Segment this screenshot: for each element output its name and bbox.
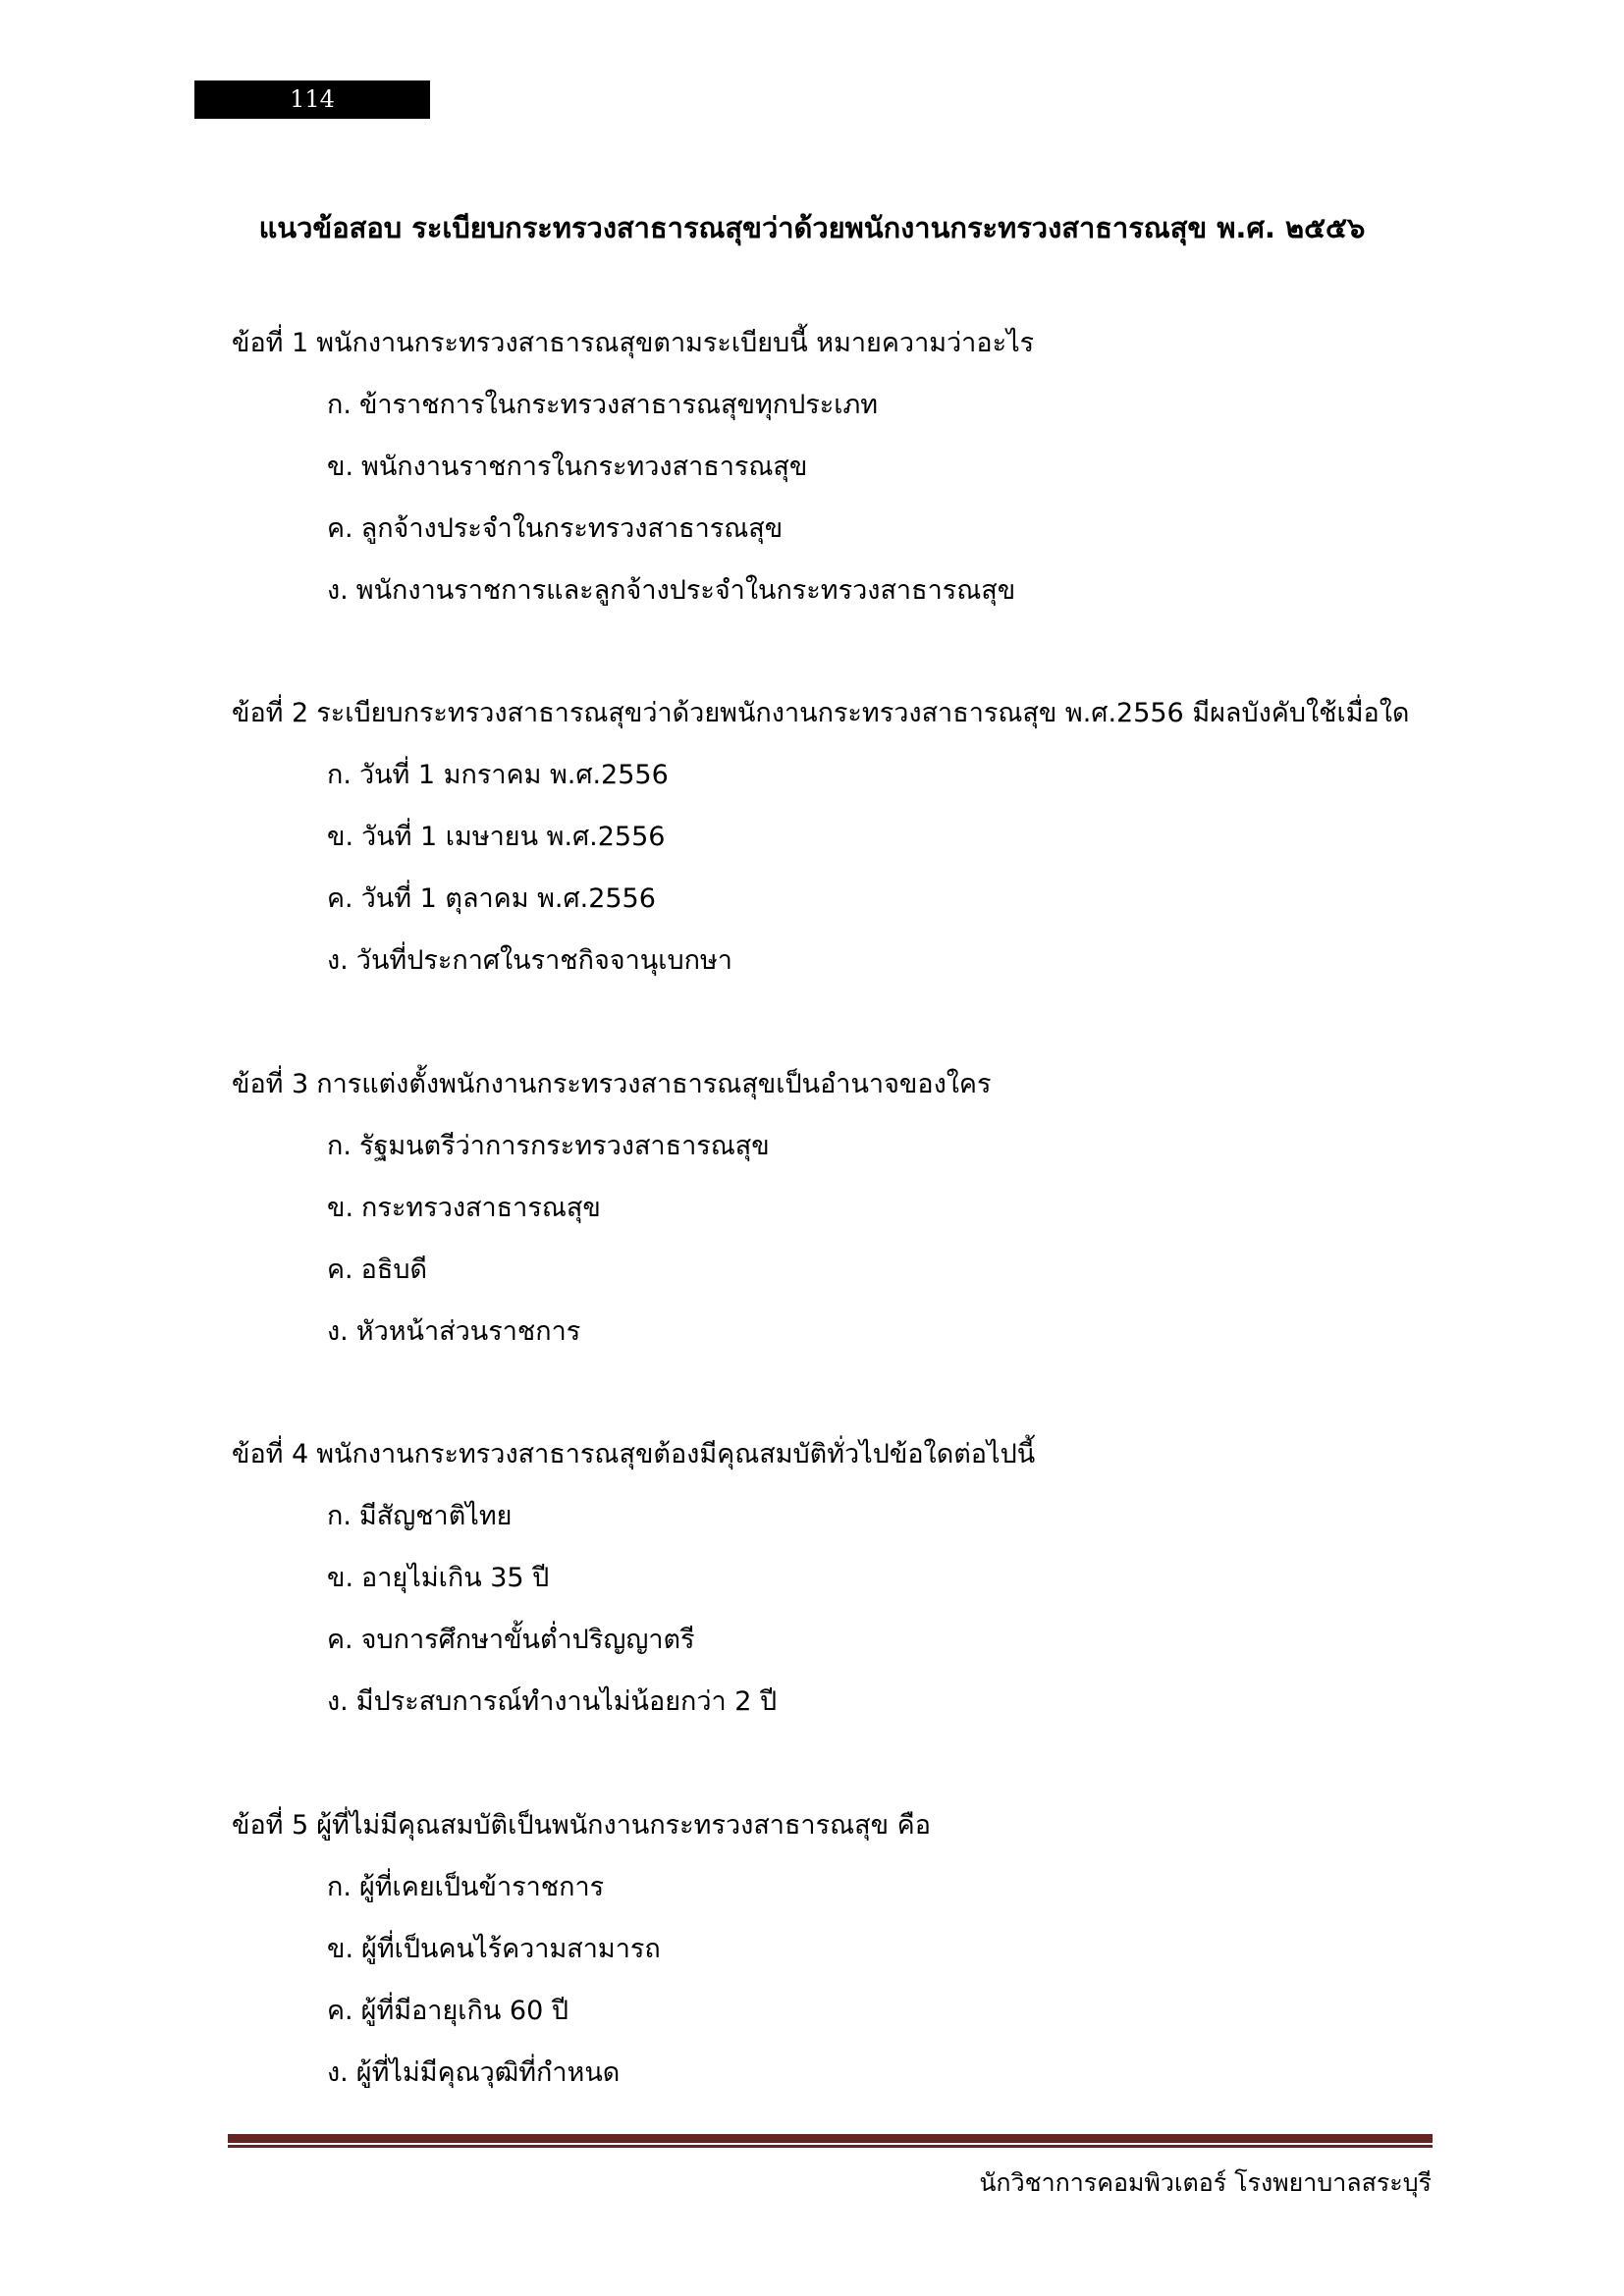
question-1: [232, 313, 1508, 621]
option-c: [232, 869, 1508, 931]
option-label: ก.: [327, 1871, 352, 1902]
option-text: วันที่ประกาศในราชกิจจานุเบกษา: [355, 944, 732, 976]
footer-author: นักวิชาการคอมพิวเตอร์ โรงพยาบาลสระบุรี: [979, 2168, 1432, 2197]
question-stem: [232, 1795, 1508, 1857]
question-label: ข้อที่ 4: [232, 1439, 309, 1469]
option-a: [232, 1857, 1508, 1919]
option-text: หัวหน้าส่วนราชการ: [355, 1315, 581, 1347]
option-label: ก.: [327, 1130, 352, 1161]
option-label: ง.: [327, 574, 349, 606]
option-b: [232, 1178, 1508, 1240]
option-b: [232, 437, 1508, 499]
option-b: [232, 1919, 1508, 1981]
option-label: ก.: [327, 1500, 352, 1531]
question-stem: [232, 1054, 1508, 1116]
question-text: ระเบียบกระทรวงสาธารณสุขว่าด้วยพนักงานกระทรวงสาธารณสุข พ.ศ.2556 มีผลบังคับใช้เมื่อใด: [316, 698, 1410, 728]
option-label: ก.: [327, 759, 352, 790]
option-a: [232, 1116, 1508, 1178]
option-label: ง.: [327, 2056, 349, 2088]
option-c: [232, 499, 1508, 561]
option-label: ค.: [327, 1624, 353, 1655]
footer-rule: [228, 2134, 1433, 2148]
option-a: [232, 745, 1508, 807]
option-text: พนักงานราชการในกระทวงสาธารณสุข: [361, 451, 808, 482]
option-text: วันที่ 1 ตุลาคม พ.ศ.2556: [360, 882, 656, 914]
question-label: ข้อที่ 3: [232, 1069, 309, 1099]
option-text: มีสัญชาติไทย: [358, 1500, 513, 1531]
option-label: ง.: [327, 1315, 349, 1347]
question-label: ข้อที่ 1: [232, 328, 309, 358]
question-2: [232, 683, 1508, 991]
option-text: อายุไม่เกิน 35 ปี: [361, 1562, 550, 1593]
option-label: ค.: [327, 882, 353, 914]
option-text: มีประสบการณ์ทำงานไม่น้อยกว่า 2 ปี: [355, 1685, 778, 1717]
option-label: ข.: [327, 451, 354, 482]
question-text: พนักงานกระทรวงสาธารณสุขต้องมีคุณสมบัติทั่วไปข้อใดต่อไปนี้: [316, 1439, 1036, 1469]
question-text: พนักงานกระทรวงสาธารณสุขตามระเบียบนี้ หมายความว่าอะไร: [316, 328, 1035, 358]
option-text: รัฐมนตรีว่าการกระทรวงสาธารณสุข: [358, 1130, 770, 1161]
question-stem: [232, 1424, 1508, 1486]
option-d: [232, 931, 1508, 992]
option-c: [232, 1610, 1508, 1672]
option-d: [232, 2043, 1508, 2105]
option-label: ข.: [327, 821, 354, 852]
question-text: ผู้ที่ไม่มีคุณสมบัติเป็นพนักงานกระทรวงสาธารณสุข คือ: [316, 1810, 931, 1841]
option-label: ข.: [327, 1933, 354, 1964]
footer-rule-thin: [228, 2145, 1433, 2148]
page-number-box: [194, 80, 430, 119]
option-text: ผู้ที่เป็นคนไร้ความสามารถ: [361, 1933, 661, 1964]
page-number: 114: [290, 85, 335, 113]
question-5: [232, 1795, 1508, 2104]
option-label: ข.: [327, 1562, 354, 1593]
question-4: [232, 1424, 1508, 1733]
option-d: [232, 1302, 1508, 1363]
question-stem: [232, 683, 1508, 745]
option-text: ผู้ที่ไม่มีคุณวุฒิที่กำหนด: [355, 2056, 621, 2088]
option-text: ผู้ที่มีอายุเกิน 60 ปี: [360, 1995, 568, 2026]
question-label: ข้อที่ 2: [232, 698, 309, 728]
question-label: ข้อที่ 5: [232, 1810, 309, 1841]
option-label: ค.: [327, 1254, 353, 1285]
option-label: ค.: [327, 512, 353, 544]
option-text: กระทรวงสาธารณสุข: [361, 1192, 601, 1223]
option-c: [232, 1240, 1508, 1302]
option-label: ค.: [327, 1995, 353, 2026]
option-text: วันที่ 1 มกราคม พ.ศ.2556: [358, 759, 669, 790]
document-title: แนวข้อสอบ ระเบียบกระทรวงสาธารณสุขว่าด้วยพนักงานกระทรวงสาธารณสุข พ.ศ. ๒๕๕๖: [258, 211, 1366, 244]
option-a: [232, 1486, 1508, 1548]
option-text: ข้าราชการในกระทรวงสาธารณสุขทุกประเภท: [358, 389, 879, 420]
option-text: ลูกจ้างประจำในกระทรวงสาธารณสุข: [360, 512, 784, 544]
option-text: ผู้ที่เคยเป็นข้าราชการ: [358, 1871, 605, 1902]
option-text: อธิบดี: [360, 1254, 428, 1285]
option-b: [232, 1548, 1508, 1610]
option-label: ก.: [327, 389, 352, 420]
option-text: พนักงานราชการและลูกจ้างประจำในกระทรวงสาธารณสุข: [355, 574, 1016, 606]
footer-rule-thick: [228, 2134, 1433, 2143]
option-label: ง.: [327, 1685, 349, 1717]
question-3: [232, 1054, 1508, 1362]
option-text: วันที่ 1 เมษายน พ.ศ.2556: [361, 821, 666, 852]
question-stem: [232, 313, 1508, 375]
option-c: [232, 1981, 1508, 2043]
option-label: ข.: [327, 1192, 354, 1223]
option-d: [232, 1672, 1508, 1734]
option-label: ง.: [327, 944, 349, 976]
option-text: จบการศึกษาขั้นต่ำปริญญาตรี: [360, 1624, 695, 1655]
option-b: [232, 807, 1508, 869]
option-a: [232, 375, 1508, 437]
option-d: [232, 561, 1508, 622]
question-text: การแต่งตั้งพนักงานกระทรวงสาธารณสุขเป็นอำนาจของใคร: [316, 1069, 992, 1099]
